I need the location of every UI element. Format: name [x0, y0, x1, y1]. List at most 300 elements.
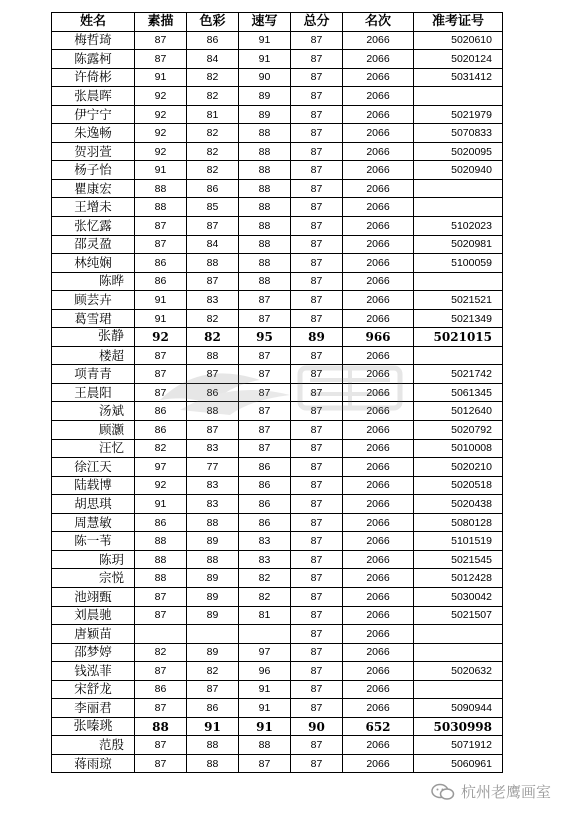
sketch-score-cell: 91 [135, 495, 187, 514]
exam-id-cell: 5021521 [414, 291, 503, 310]
exam-id-cell: 5020438 [414, 495, 503, 514]
table-row [52, 291, 503, 310]
color-score-cell: 85 [187, 198, 239, 217]
wechat-icon [431, 783, 455, 801]
total-score-cell: 87 [291, 365, 343, 384]
color-score-cell: 82 [187, 87, 239, 106]
header-total: 总分 [291, 13, 343, 32]
exam-id-cell: 5020518 [414, 476, 503, 495]
table-row [52, 142, 503, 161]
speed-sketch-score-cell: 96 [239, 662, 291, 681]
score-table [51, 12, 503, 773]
rank-cell: 2066 [343, 365, 414, 384]
sketch-score-cell: 87 [135, 31, 187, 50]
exam-id-cell: 5080128 [414, 513, 503, 532]
speed-sketch-score-cell: 91 [239, 717, 291, 736]
sketch-score-cell: 86 [135, 421, 187, 440]
exam-id-cell: 5012428 [414, 569, 503, 588]
rank-cell: 2066 [343, 142, 414, 161]
rank-cell: 2066 [343, 643, 414, 662]
rank-cell: 2066 [343, 421, 414, 440]
speed-sketch-score-cell: 97 [239, 643, 291, 662]
speed-sketch-score-cell: 86 [239, 513, 291, 532]
sketch-score-cell: 92 [135, 87, 187, 106]
table-row [52, 402, 503, 421]
total-score-cell: 87 [291, 272, 343, 291]
sketch-score-cell: 88 [135, 717, 187, 736]
color-score-cell: 87 [187, 680, 239, 699]
student-name-cell: 池翊甄 [52, 587, 135, 606]
rank-cell: 2066 [343, 532, 414, 551]
total-score-cell: 89 [291, 328, 343, 347]
total-score-cell: 87 [291, 662, 343, 681]
color-score-cell: 91 [187, 717, 239, 736]
rank-cell: 2066 [343, 625, 414, 644]
table-row [52, 662, 503, 681]
rank-cell: 2066 [343, 68, 414, 87]
color-score-cell: 83 [187, 476, 239, 495]
color-score-cell: 82 [187, 309, 239, 328]
color-score-cell: 77 [187, 458, 239, 477]
rank-cell: 2066 [343, 402, 414, 421]
exam-id-cell [414, 643, 503, 662]
table-row [52, 161, 503, 180]
sketch-score-cell: 87 [135, 587, 187, 606]
exam-id-cell [414, 346, 503, 365]
sketch-score-cell: 82 [135, 643, 187, 662]
table-row [52, 550, 503, 569]
table-row [52, 680, 503, 699]
sketch-score-cell: 88 [135, 550, 187, 569]
sketch-score-cell: 86 [135, 513, 187, 532]
rank-cell: 2066 [343, 550, 414, 569]
speed-sketch-score-cell: 87 [239, 346, 291, 365]
student-name-cell: 王增未 [52, 198, 135, 217]
total-score-cell: 87 [291, 161, 343, 180]
rank-cell: 2066 [343, 439, 414, 458]
color-score-cell: 89 [187, 569, 239, 588]
color-score-cell: 88 [187, 254, 239, 273]
header-rank: 名次 [343, 13, 414, 32]
rank-cell: 2066 [343, 458, 414, 477]
table-row [52, 254, 503, 273]
table-row [52, 346, 503, 365]
total-score-cell: 87 [291, 439, 343, 458]
sketch-score-cell: 92 [135, 328, 187, 347]
table-row [52, 532, 503, 551]
total-score-cell: 87 [291, 217, 343, 236]
total-score-cell: 87 [291, 402, 343, 421]
header-row [52, 13, 503, 32]
speed-sketch-score-cell: 89 [239, 105, 291, 124]
color-score-cell: 84 [187, 50, 239, 69]
exam-id-cell: 5020610 [414, 31, 503, 50]
sketch-score-cell: 91 [135, 68, 187, 87]
sketch-score-cell: 91 [135, 291, 187, 310]
rank-cell: 2066 [343, 569, 414, 588]
sketch-score-cell: 86 [135, 254, 187, 273]
student-name-cell: 钱泓菲 [52, 662, 135, 681]
student-name-cell: 林纯娴 [52, 254, 135, 273]
student-name-cell: 陈玥 [52, 550, 135, 569]
speed-sketch-score-cell: 90 [239, 68, 291, 87]
exam-id-cell: 5021979 [414, 105, 503, 124]
speed-sketch-score-cell: 81 [239, 606, 291, 625]
exam-id-cell: 5012640 [414, 402, 503, 421]
student-name-cell: 宋舒龙 [52, 680, 135, 699]
table-row [52, 68, 503, 87]
sketch-score-cell: 87 [135, 662, 187, 681]
student-name-cell: 邵灵盈 [52, 235, 135, 254]
student-name-cell: 朱逸畅 [52, 124, 135, 143]
rank-cell: 2066 [343, 235, 414, 254]
speed-sketch-score-cell: 88 [239, 161, 291, 180]
speed-sketch-score-cell: 87 [239, 421, 291, 440]
color-score-cell: 84 [187, 235, 239, 254]
student-name-cell: 蒋雨琼 [52, 754, 135, 773]
exam-id-cell: 5020124 [414, 50, 503, 69]
speed-sketch-score-cell: 88 [239, 235, 291, 254]
speed-sketch-score-cell: 88 [239, 272, 291, 291]
rank-cell: 2066 [343, 50, 414, 69]
table-row [52, 87, 503, 106]
sketch-score-cell: 87 [135, 754, 187, 773]
sketch-score-cell: 87 [135, 699, 187, 718]
rank-cell: 2066 [343, 662, 414, 681]
sketch-score-cell: 97 [135, 458, 187, 477]
rank-cell: 2066 [343, 680, 414, 699]
exam-id-cell: 5060961 [414, 754, 503, 773]
rank-cell: 2066 [343, 124, 414, 143]
rank-cell: 2066 [343, 606, 414, 625]
total-score-cell: 87 [291, 736, 343, 755]
sketch-score-cell: 87 [135, 365, 187, 384]
speed-sketch-score-cell: 91 [239, 699, 291, 718]
table-row [52, 217, 503, 236]
header-color: 色彩 [187, 13, 239, 32]
table-row [52, 625, 503, 644]
total-score-cell: 87 [291, 346, 343, 365]
table-row [52, 309, 503, 328]
color-score-cell: 88 [187, 754, 239, 773]
student-name-cell: 胡思琪 [52, 495, 135, 514]
student-name-cell: 张忆露 [52, 217, 135, 236]
speed-sketch-score-cell: 82 [239, 587, 291, 606]
total-score-cell: 87 [291, 383, 343, 402]
table-row [52, 383, 503, 402]
total-score-cell: 87 [291, 754, 343, 773]
color-score-cell: 88 [187, 736, 239, 755]
color-score-cell: 87 [187, 217, 239, 236]
total-score-cell: 87 [291, 458, 343, 477]
total-score-cell: 87 [291, 569, 343, 588]
color-score-cell: 86 [187, 383, 239, 402]
rank-cell: 2066 [343, 736, 414, 755]
color-score-cell: 87 [187, 272, 239, 291]
total-score-cell: 87 [291, 513, 343, 532]
brand-footer [431, 781, 551, 802]
student-name-cell: 陆载博 [52, 476, 135, 495]
speed-sketch-score-cell: 88 [239, 142, 291, 161]
speed-sketch-score-cell: 86 [239, 458, 291, 477]
student-name-cell: 宗悦 [52, 569, 135, 588]
speed-sketch-score-cell: 83 [239, 532, 291, 551]
total-score-cell: 87 [291, 550, 343, 569]
total-score-cell: 87 [291, 291, 343, 310]
speed-sketch-score-cell: 87 [239, 402, 291, 421]
student-name-cell: 张静 [52, 328, 135, 347]
table-row [52, 421, 503, 440]
rank-cell: 2066 [343, 87, 414, 106]
exam-id-cell: 5070833 [414, 124, 503, 143]
sketch-score-cell: 88 [135, 198, 187, 217]
total-score-cell: 87 [291, 309, 343, 328]
rank-cell: 2066 [343, 476, 414, 495]
rank-cell: 2066 [343, 699, 414, 718]
sketch-score-cell: 92 [135, 124, 187, 143]
exam-id-cell: 5071912 [414, 736, 503, 755]
speed-sketch-score-cell: 88 [239, 179, 291, 198]
exam-id-cell: 5021015 [414, 328, 503, 347]
table-row [52, 198, 503, 217]
student-name-cell: 许倚彬 [52, 68, 135, 87]
speed-sketch-score-cell: 91 [239, 31, 291, 50]
table-row [52, 699, 503, 718]
table-row [52, 179, 503, 198]
exam-id-cell [414, 87, 503, 106]
table-row [52, 476, 503, 495]
rank-cell: 966 [343, 328, 414, 347]
sketch-score-cell: 87 [135, 50, 187, 69]
total-score-cell: 87 [291, 532, 343, 551]
color-score-cell: 83 [187, 291, 239, 310]
student-name-cell: 张嗪珧 [52, 717, 135, 736]
table-row [52, 754, 503, 773]
exam-id-cell: 5021507 [414, 606, 503, 625]
speed-sketch-score-cell: 83 [239, 550, 291, 569]
student-name-cell: 楼超 [52, 346, 135, 365]
total-score-cell: 87 [291, 587, 343, 606]
exam-id-cell: 5031412 [414, 68, 503, 87]
speed-sketch-score-cell: 88 [239, 198, 291, 217]
exam-id-cell: 5061345 [414, 383, 503, 402]
sketch-score-cell [135, 625, 187, 644]
sketch-score-cell: 87 [135, 606, 187, 625]
speed-sketch-score-cell: 87 [239, 365, 291, 384]
student-name-cell: 范殷 [52, 736, 135, 755]
exam-id-cell: 5020792 [414, 421, 503, 440]
student-name-cell: 刘晨驰 [52, 606, 135, 625]
sketch-score-cell: 92 [135, 105, 187, 124]
speed-sketch-score-cell: 88 [239, 124, 291, 143]
total-score-cell: 87 [291, 105, 343, 124]
student-name-cell: 葛雪珺 [52, 309, 135, 328]
color-score-cell: 82 [187, 124, 239, 143]
color-score-cell: 82 [187, 662, 239, 681]
exam-id-cell: 5020095 [414, 142, 503, 161]
student-name-cell: 杨子怡 [52, 161, 135, 180]
rank-cell: 2066 [343, 272, 414, 291]
exam-id-cell: 5102023 [414, 217, 503, 236]
student-name-cell: 唐颖苗 [52, 625, 135, 644]
color-score-cell: 82 [187, 68, 239, 87]
exam-id-cell: 5100059 [414, 254, 503, 273]
total-score-cell: 87 [291, 198, 343, 217]
color-score-cell: 83 [187, 439, 239, 458]
exam-id-cell: 5101519 [414, 532, 503, 551]
color-score-cell: 82 [187, 328, 239, 347]
total-score-cell: 90 [291, 717, 343, 736]
sketch-score-cell: 88 [135, 532, 187, 551]
total-score-cell: 87 [291, 625, 343, 644]
rank-cell: 2066 [343, 495, 414, 514]
speed-sketch-score-cell: 87 [239, 383, 291, 402]
table-row [52, 235, 503, 254]
student-name-cell: 邵梦婷 [52, 643, 135, 662]
sketch-score-cell: 87 [135, 346, 187, 365]
rank-cell: 2066 [343, 105, 414, 124]
rank-cell: 2066 [343, 198, 414, 217]
exam-id-cell: 5090944 [414, 699, 503, 718]
total-score-cell: 87 [291, 31, 343, 50]
speed-sketch-score-cell: 87 [239, 439, 291, 458]
sketch-score-cell: 88 [135, 569, 187, 588]
student-name-cell: 陈晔 [52, 272, 135, 291]
student-name-cell: 陈一苇 [52, 532, 135, 551]
color-score-cell: 88 [187, 346, 239, 365]
exam-id-cell: 5020210 [414, 458, 503, 477]
sketch-score-cell: 87 [135, 736, 187, 755]
student-name-cell: 瞿康宏 [52, 179, 135, 198]
table-row [52, 736, 503, 755]
rank-cell: 2066 [343, 217, 414, 236]
sketch-score-cell: 87 [135, 235, 187, 254]
table-row [52, 50, 503, 69]
speed-sketch-score-cell [239, 625, 291, 644]
header-speed-sketch: 速写 [239, 13, 291, 32]
student-name-cell: 李丽君 [52, 699, 135, 718]
student-name-cell: 贺羽萱 [52, 142, 135, 161]
total-score-cell: 87 [291, 235, 343, 254]
color-score-cell: 86 [187, 179, 239, 198]
table-row [52, 569, 503, 588]
rank-cell: 2066 [343, 179, 414, 198]
sketch-score-cell: 86 [135, 272, 187, 291]
table-row [52, 105, 503, 124]
table-row [52, 272, 503, 291]
sketch-score-cell: 87 [135, 383, 187, 402]
exam-id-cell [414, 272, 503, 291]
speed-sketch-score-cell: 91 [239, 50, 291, 69]
table-row [52, 31, 503, 50]
exam-id-cell: 5021742 [414, 365, 503, 384]
sketch-score-cell: 92 [135, 142, 187, 161]
rank-cell: 2066 [343, 161, 414, 180]
sketch-score-cell: 88 [135, 179, 187, 198]
table-row [52, 328, 503, 347]
student-name-cell: 梅哲琦 [52, 31, 135, 50]
color-score-cell: 82 [187, 142, 239, 161]
color-score-cell: 89 [187, 606, 239, 625]
total-score-cell: 87 [291, 50, 343, 69]
sketch-score-cell: 91 [135, 309, 187, 328]
total-score-cell: 87 [291, 124, 343, 143]
exam-id-cell: 5020632 [414, 662, 503, 681]
color-score-cell: 88 [187, 402, 239, 421]
exam-id-cell [414, 179, 503, 198]
speed-sketch-score-cell: 86 [239, 476, 291, 495]
rank-cell: 2066 [343, 309, 414, 328]
rank-cell: 2066 [343, 346, 414, 365]
speed-sketch-score-cell: 91 [239, 680, 291, 699]
exam-id-cell [414, 198, 503, 217]
exam-id-cell: 5021545 [414, 550, 503, 569]
student-name-cell: 张晨晖 [52, 87, 135, 106]
rank-cell: 652 [343, 717, 414, 736]
table-row [52, 513, 503, 532]
table-row [52, 495, 503, 514]
sketch-score-cell: 86 [135, 402, 187, 421]
student-name-cell: 陈露柯 [52, 50, 135, 69]
speed-sketch-score-cell: 86 [239, 495, 291, 514]
speed-sketch-score-cell: 87 [239, 291, 291, 310]
speed-sketch-score-cell: 87 [239, 309, 291, 328]
total-score-cell: 87 [291, 142, 343, 161]
table-row [52, 717, 503, 736]
speed-sketch-score-cell: 89 [239, 87, 291, 106]
rank-cell: 2066 [343, 513, 414, 532]
color-score-cell: 87 [187, 421, 239, 440]
color-score-cell: 88 [187, 550, 239, 569]
rank-cell: 2066 [343, 383, 414, 402]
header-sketch: 素描 [135, 13, 187, 32]
color-score-cell: 89 [187, 587, 239, 606]
color-score-cell: 89 [187, 643, 239, 662]
header-name: 姓名 [52, 13, 135, 32]
total-score-cell: 87 [291, 680, 343, 699]
student-name-cell: 汪忆 [52, 439, 135, 458]
color-score-cell: 83 [187, 495, 239, 514]
table-row [52, 643, 503, 662]
table-row [52, 458, 503, 477]
rank-cell: 2066 [343, 31, 414, 50]
color-score-cell [187, 625, 239, 644]
total-score-cell: 87 [291, 606, 343, 625]
student-name-cell: 汤斌 [52, 402, 135, 421]
speed-sketch-score-cell: 87 [239, 754, 291, 773]
total-score-cell: 87 [291, 643, 343, 662]
speed-sketch-score-cell: 95 [239, 328, 291, 347]
color-score-cell: 87 [187, 365, 239, 384]
rank-cell: 2066 [343, 291, 414, 310]
color-score-cell: 86 [187, 699, 239, 718]
table-row [52, 439, 503, 458]
table-row [52, 365, 503, 384]
exam-id-cell [414, 625, 503, 644]
exam-id-cell: 5030042 [414, 587, 503, 606]
speed-sketch-score-cell: 82 [239, 569, 291, 588]
total-score-cell: 87 [291, 87, 343, 106]
student-name-cell: 顾灏 [52, 421, 135, 440]
color-score-cell: 86 [187, 31, 239, 50]
exam-id-cell: 5020940 [414, 161, 503, 180]
sketch-score-cell: 92 [135, 476, 187, 495]
speed-sketch-score-cell: 88 [239, 254, 291, 273]
exam-id-cell: 5020981 [414, 235, 503, 254]
color-score-cell: 82 [187, 161, 239, 180]
total-score-cell: 87 [291, 179, 343, 198]
color-score-cell: 88 [187, 513, 239, 532]
